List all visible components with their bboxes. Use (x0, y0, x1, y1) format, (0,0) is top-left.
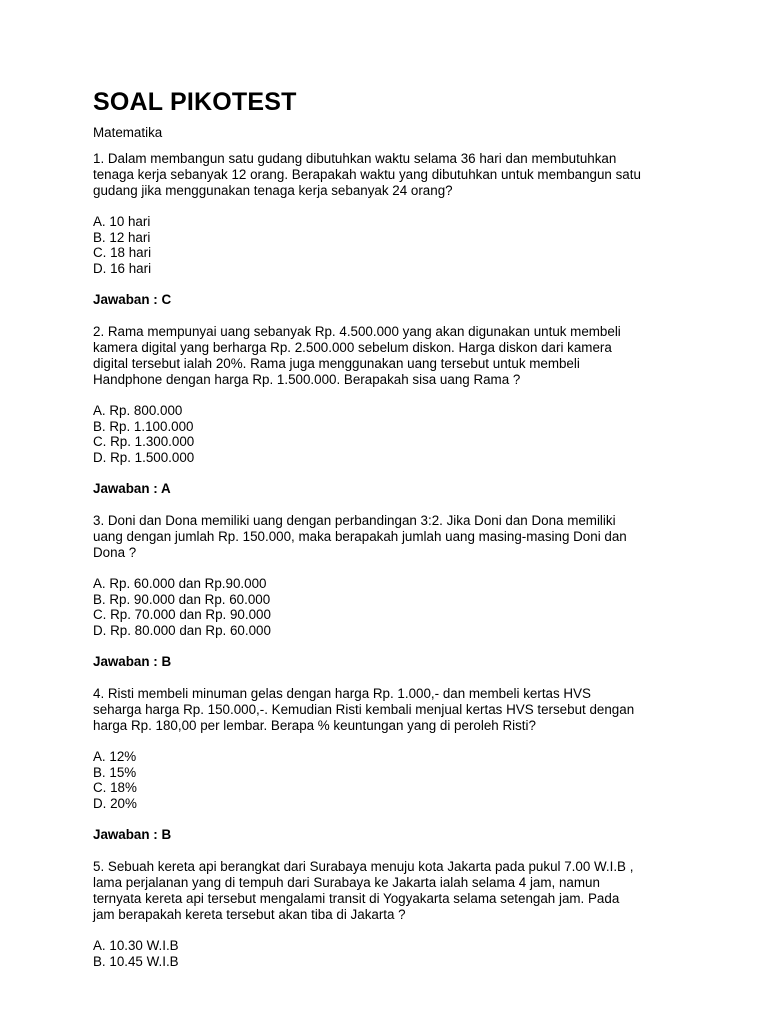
option-b: B. 10.45 W.I.B (93, 953, 179, 969)
answer-2: Jawaban : A (93, 481, 171, 496)
options-list (93, 749, 693, 811)
question-text: 5. Sebuah kereta api berangkat dari Surabaya menuju kota Jakarta pada pukul 7.00 W.I.B , lama perjalanan yang di tempuh dari Surabaya ke Jakarta ialah selama 4 jam, namun ternyata kereta api tersebut mengalami transit di Yogyakarta selama setengah jam. Pada jam berapakah kereta tersebut akan tiba di Jakarta ? (93, 859, 634, 922)
option-a: A. Rp. 60.000 dan Rp.90.000 (93, 576, 267, 591)
option-d: D. Rp. 1.500.000 (93, 449, 195, 465)
option-c: C. 18 hari (93, 245, 152, 260)
option-a: A. 10.30 W.I.B (93, 938, 179, 953)
document-page (93, 86, 693, 985)
question-text: 1. Dalam membangun satu gudang dibutuhkan waktu selama 36 hari dan membutuhkan tenaga kerja sebanyak 12 orang. Berapakah waktu yang dibutuhkan untuk membangun satu gudang jika menggunakan tenaga kerja sebanyak 24 orang? (93, 151, 641, 198)
option-d: D. 16 hari (93, 260, 152, 276)
answer-3: Jawaban : B (93, 654, 172, 669)
question-text: 2. Rama mempunyai uang sebanyak Rp. 4.500.000 yang akan digunakan untuk membeli kamera digital yang berharga Rp. 2.500.000 sebelum diskon. Harga diskon dari kamera digital tersebut ialah 20%. Rama juga menggunakan uang tersebut untuk membeli Handphone dengan harga Rp. 1.500.000. Berapakah sisa uang Rama ? (93, 324, 621, 387)
option-b: B. Rp. 1.100.000 (93, 418, 194, 434)
option-d: D. 20% (93, 795, 137, 811)
option-b: B. 15% (93, 764, 137, 780)
option-c: C. Rp. 70.000 dan Rp. 90.000 (93, 607, 271, 622)
question-4 (93, 686, 693, 811)
options-list (93, 403, 693, 465)
options-list (93, 576, 693, 638)
options-list (93, 938, 693, 969)
option-a: A. Rp. 800.000 (93, 403, 183, 418)
option-b: B. Rp. 90.000 dan Rp. 60.000 (93, 591, 271, 607)
document-title: SOAL PIKOTEST (93, 88, 297, 116)
question-text: 3. Doni dan Dona memiliki uang dengan perbandingan 3:2. Jika Doni dan Dona memiliki uang dengan jumlah Rp. 150.000, maka berapakah jumlah uang masing-masing Doni dan Dona ? (93, 513, 627, 560)
options-list (93, 214, 693, 276)
question-2 (93, 324, 693, 465)
option-c: C. 18% (93, 780, 137, 795)
option-a: A. 10 hari (93, 214, 151, 229)
answer-1: Jawaban : C (93, 292, 172, 307)
option-c: C. Rp. 1.300.000 (93, 434, 195, 449)
question-3 (93, 513, 693, 638)
answer-4: Jawaban : B (93, 827, 172, 842)
option-b: B. 12 hari (93, 229, 151, 245)
question-1 (93, 151, 693, 276)
option-d: D. Rp. 80.000 dan Rp. 60.000 (93, 622, 271, 638)
question-text: 4. Risti membeli minuman gelas dengan harga Rp. 1.000,- dan membeli kertas HVS seharga harga Rp. 150.000,-. Kemudian Risti kembali menjual kertas HVS tersebut dengan harga Rp. 180,00 per lembar. Berapa % keuntungan yang di peroleh Risti? (93, 686, 635, 733)
subject-heading: Matematika (93, 125, 163, 140)
question-5 (93, 859, 693, 969)
option-a: A. 12% (93, 749, 137, 764)
